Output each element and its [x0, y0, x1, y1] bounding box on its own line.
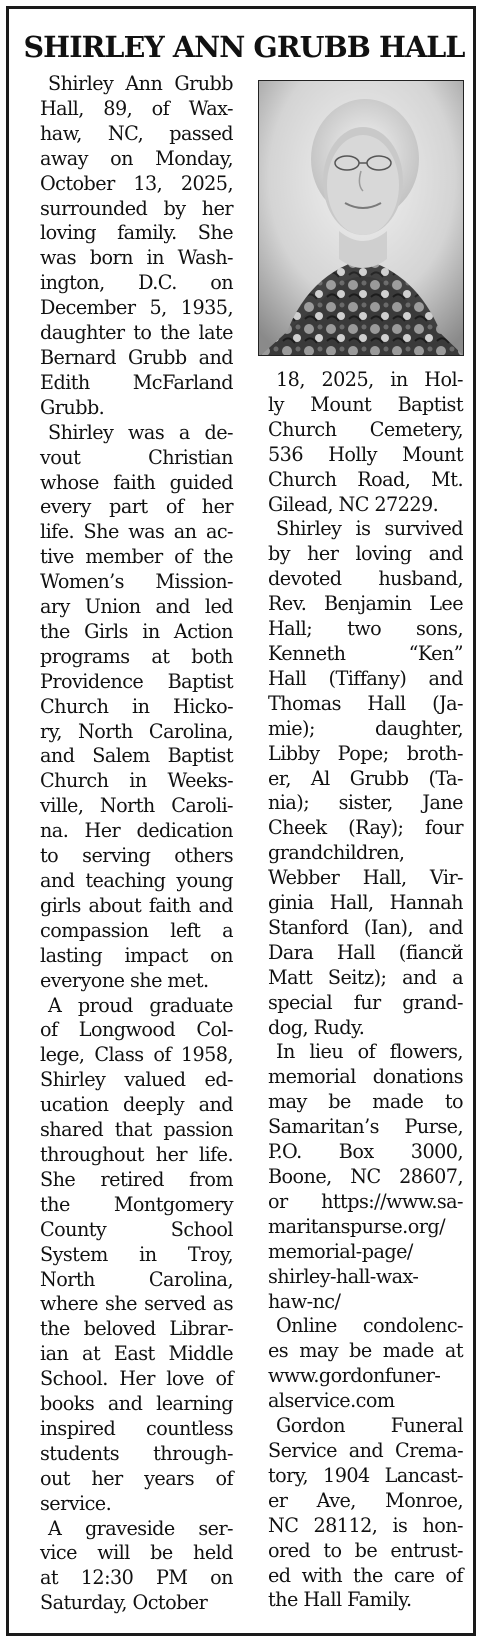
- text-line: A proud graduate: [48, 993, 233, 1017]
- text-line: the beloved Librar-: [40, 1317, 233, 1341]
- text-line: Samaritan’s Purse,: [268, 1115, 463, 1139]
- text-line: whose faith guided: [40, 470, 233, 494]
- text-line: vout Christian: [40, 445, 233, 469]
- text-line: girls about faith and: [40, 893, 233, 917]
- text-line: service.: [40, 1491, 112, 1515]
- text-line: er Ave, Monroe,: [268, 1488, 463, 1512]
- text-line: Hall (Tiffany) and: [268, 666, 463, 690]
- text-line: haw-nc/: [268, 1289, 341, 1313]
- text-line: the Girls in Action: [40, 619, 233, 643]
- text-line: may be made to: [268, 1090, 463, 1114]
- text-line: Church Cemetery,: [268, 417, 463, 441]
- obituary-paragraph: [30, 72, 233, 421]
- obituary-left-column: [30, 72, 233, 1616]
- text-line: loving family. She: [40, 221, 233, 245]
- obituary-paragraph: [30, 1517, 233, 1617]
- text-line: Providence Baptist: [40, 669, 233, 693]
- obituary-title: SHIRLEY ANN GRUBB HALL: [23, 30, 465, 64]
- text-line: Matt Seitz); and a: [268, 965, 463, 989]
- text-line: Women’s Mission-: [40, 570, 233, 594]
- text-line: Rev. Benjamin Lee: [268, 592, 463, 616]
- text-line: December 5, 1935,: [40, 296, 233, 320]
- text-line: life. She was an ac-: [40, 520, 233, 544]
- text-line: Webber Hall, Vir-: [268, 866, 463, 890]
- obituary-paragraph: [258, 1414, 463, 1613]
- text-line: at 12:30 PM on: [40, 1566, 233, 1590]
- text-line: and teaching young: [40, 869, 233, 892]
- text-line: maritanspurse.org/: [268, 1214, 445, 1238]
- text-line: na. Her dedication: [40, 819, 233, 843]
- text-line: www.gordonfuner-: [268, 1364, 441, 1388]
- text-line: ington, D.C. on: [40, 271, 233, 295]
- text-line: tory, 1904 Lancast-: [268, 1463, 463, 1487]
- text-line: Cheek (Ray); four: [268, 816, 463, 840]
- text-line: ian at East Middle: [40, 1342, 233, 1366]
- text-line: ville, North Caroli-: [40, 794, 233, 818]
- text-line: Church in Weeks-: [40, 769, 233, 793]
- text-line: Gordon Funeral: [276, 1414, 463, 1438]
- text-line: ly Mount Baptist: [268, 392, 463, 416]
- obituary-paragraph: [30, 421, 233, 994]
- text-line: was born in Wash-: [40, 246, 233, 270]
- text-line: Church Road, Mt.: [268, 467, 463, 491]
- text-line: Church in Hicko-: [40, 694, 233, 718]
- text-line: Online condolenc-: [276, 1314, 463, 1338]
- text-line: Saturday, October: [40, 1591, 208, 1615]
- text-line: Stanford (Ian), and: [268, 915, 463, 939]
- text-line: students through-: [40, 1441, 233, 1465]
- text-line: She retired from: [40, 1167, 233, 1191]
- text-line: System in Troy,: [40, 1242, 233, 1266]
- text-line: surrounded by her: [40, 196, 233, 220]
- text-line: everyone she met.: [40, 968, 209, 992]
- text-line: special fur grand-: [268, 990, 463, 1014]
- text-line: nia); sister, Jane: [268, 791, 463, 815]
- text-line: Grubb.: [40, 395, 105, 419]
- portrait-photo: [258, 80, 464, 356]
- text-line: mie); daughter,: [268, 716, 463, 740]
- text-line: or https://www.sa-: [268, 1189, 463, 1213]
- text-line: shirley-hall-wax-: [268, 1264, 419, 1288]
- text-line: grandchildren,: [268, 841, 405, 865]
- text-line: Edith McFarland: [40, 370, 233, 394]
- text-line: A graveside ser-: [48, 1516, 233, 1540]
- text-line: Shirley valued ed-: [40, 1068, 233, 1092]
- text-line: Gilead, NC 27229.: [268, 492, 439, 516]
- text-line: devoted husband,: [268, 567, 463, 591]
- text-line: daughter to the late: [40, 321, 233, 345]
- text-line: away on Monday,: [40, 146, 233, 170]
- text-line: memorial donations: [268, 1065, 463, 1089]
- text-line: inspired countless: [40, 1416, 233, 1440]
- obituary-paragraph: [258, 1040, 463, 1314]
- text-line: lege, Class of 1958,: [40, 1043, 233, 1067]
- text-line: compassion left a: [40, 918, 233, 942]
- text-line: Hall, 89, of Wax-: [40, 96, 233, 120]
- text-line: NC 28112, is hon-: [268, 1513, 463, 1537]
- text-line: P.O. Box 3000,: [268, 1140, 463, 1164]
- text-line: Shirley Ann Grubb: [48, 72, 233, 95]
- text-line: ed with the care of: [268, 1563, 463, 1587]
- text-line: ored to be entrust-: [268, 1538, 463, 1562]
- text-line: vice will be held: [40, 1541, 233, 1565]
- text-line: Dara Hall (fiancй: [268, 940, 463, 964]
- text-line: out her years of: [40, 1466, 233, 1490]
- obituary-right-column: [258, 368, 463, 1613]
- obituary-paragraph: [258, 517, 463, 1040]
- text-line: books and learning: [40, 1392, 233, 1416]
- text-line: ginia Hall, Hannah: [268, 891, 463, 915]
- text-line: every part of her: [40, 495, 233, 519]
- text-line: Boone, NC 28607,: [268, 1165, 463, 1188]
- text-line: haw, NC, passed: [40, 121, 233, 145]
- text-line: ry, North Carolina,: [40, 719, 233, 743]
- text-line: 18, 2025, in Hol-: [276, 368, 463, 391]
- text-line: memorial-page/: [268, 1239, 413, 1263]
- portrait-image: [259, 81, 464, 356]
- text-line: er, Al Grubb (Ta-: [268, 766, 463, 790]
- text-line: programs at both: [40, 644, 233, 668]
- text-line: alservice.com: [268, 1389, 395, 1413]
- text-line: Shirley was a de-: [48, 420, 233, 444]
- text-line: lasting impact on: [40, 943, 233, 967]
- text-line: ucation deeply and: [40, 1093, 233, 1117]
- text-line: Bernard Grubb and: [40, 345, 233, 369]
- text-line: where she served as: [40, 1292, 233, 1316]
- text-line: tive member of the: [40, 545, 233, 569]
- text-line: 536 Holly Mount: [268, 442, 463, 466]
- text-line: dog, Rudy.: [268, 1015, 365, 1039]
- obituary-paragraph: [258, 368, 463, 517]
- text-line: Thomas Hall (Ja-: [268, 691, 463, 715]
- text-line: North Carolina,: [40, 1267, 233, 1291]
- text-line: Hall; two sons,: [268, 617, 463, 641]
- text-line: by her loving and: [268, 542, 463, 566]
- text-line: Service and Crema-: [268, 1438, 463, 1462]
- text-line: the Montgomery: [40, 1192, 233, 1216]
- text-line: and Salem Baptist: [40, 744, 233, 768]
- text-line: to serving others: [40, 844, 233, 868]
- text-line: shared that passion: [40, 1118, 233, 1142]
- text-line: es may be made at: [268, 1339, 463, 1363]
- text-line: County School: [40, 1217, 233, 1241]
- text-line: Kenneth “Ken”: [268, 641, 463, 665]
- text-line: the Hall Family.: [268, 1588, 412, 1612]
- obituary-paragraph: [30, 994, 233, 1517]
- text-line: Shirley is survived: [276, 517, 463, 541]
- text-line: ary Union and led: [40, 595, 233, 619]
- text-line: throughout her life.: [40, 1142, 233, 1166]
- text-line: Libby Pope; broth-: [268, 741, 463, 765]
- text-line: of Longwood Col-: [40, 1018, 233, 1042]
- obituary-paragraph: [258, 1314, 463, 1414]
- text-line: School. Her love of: [40, 1367, 233, 1391]
- text-line: In lieu of flowers,: [276, 1040, 463, 1064]
- text-line: October 13, 2025,: [40, 171, 233, 195]
